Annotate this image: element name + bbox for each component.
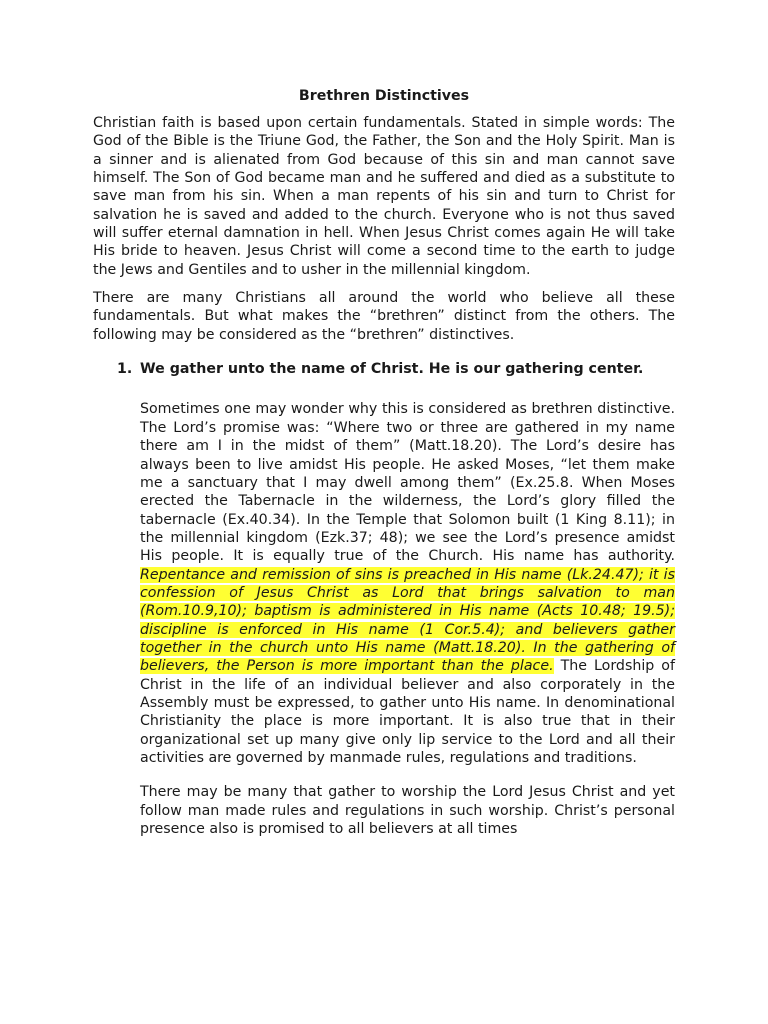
list-item-1 [93,360,675,838]
highlighted-text: Repentance and remission of sins is preached in His name (Lk.24.47); it is confession of Jesus Christ as Lord that brings salvation to man (Rom.10.9,10); baptism is administered in His name (Acts 10.48; 19.5); discipline is enforced in His name (1 Cor.5.4); and believers gather together in the church unto His name (Matt.18.20). In the gathering of believers, the Person is more important than the place. [140,566,675,675]
document-page [93,86,675,854]
item-1-paragraph-1 [140,400,675,767]
intro-paragraph-1: Christian faith is based upon certain fundamentals. Stated in simple words: The God of the Bible is the Triune God, the Father, the Son and the Holy Spirit. Man is a sinner and is alienated from God because of this sin and man cannot save himself. The Son of God became man and he suffered and died as a substitute to save man from his sin. When a man repents of his sin and turn to Christ for salvation he is saved and added to the church. Everyone who is not thus saved will suffer eternal damnation in hell. When Jesus Christ comes again He will take His bride to heaven. Jesus Christ will come a second time to the earth to judge the Jews and Gentiles and to usher in the millennial kingdom. [93,115,675,278]
list-item-heading: We gather unto the name of Christ. He is our gathering center. [140,361,644,378]
item-1-paragraph-2: There may be many that gather to worship the Lord Jesus Christ and yet follow man made rules and regulations in such worship. Christ’s personal presence also is promised to all believers at all times [140,784,675,838]
paragraph-text-after-highlight: The Lordship of Christ in the life of an individual believer and also corporately in the Assembly must be expressed, to gather unto His name. In denominational Christianity the place is more important. It is also true that in their organizational set up many give only lip service to the Lord and all their activities are governed by manmade rules, regulations and traditions. [140,658,675,766]
paragraph-text-before-highlight: Sometimes one may wonder why this is considered as brethren distinctive. The Lord’s promise was: “Where two or three are gathered in my name there am I in the midst of them” (Matt.18.20). The Lord’s desire has always been to live amidst His people. He asked Moses, “let them make me a sanctuary that I may dwell among them” (Ex.25.8. When Moses erected the Tabernacle in the wilderness, the Lord’s glory filled the tabernacle (Ex.40.34). In the Temple that Solomon built (1 King 8.11); in the millennial kingdom (Ezk.37; 48); we see the Lord’s presence amidst His people. It is equally true of the Church. His name has authority. [140,401,675,565]
list-item-number: 1. [117,361,133,378]
document-title: Brethren Distinctives [298,88,470,104]
intro-paragraph-2: There are many Christians all around the world who believe all these fundamentals. But what makes the “brethren” distinct from the others. The following may be considered as the “brethren” distinctives. [93,290,675,343]
